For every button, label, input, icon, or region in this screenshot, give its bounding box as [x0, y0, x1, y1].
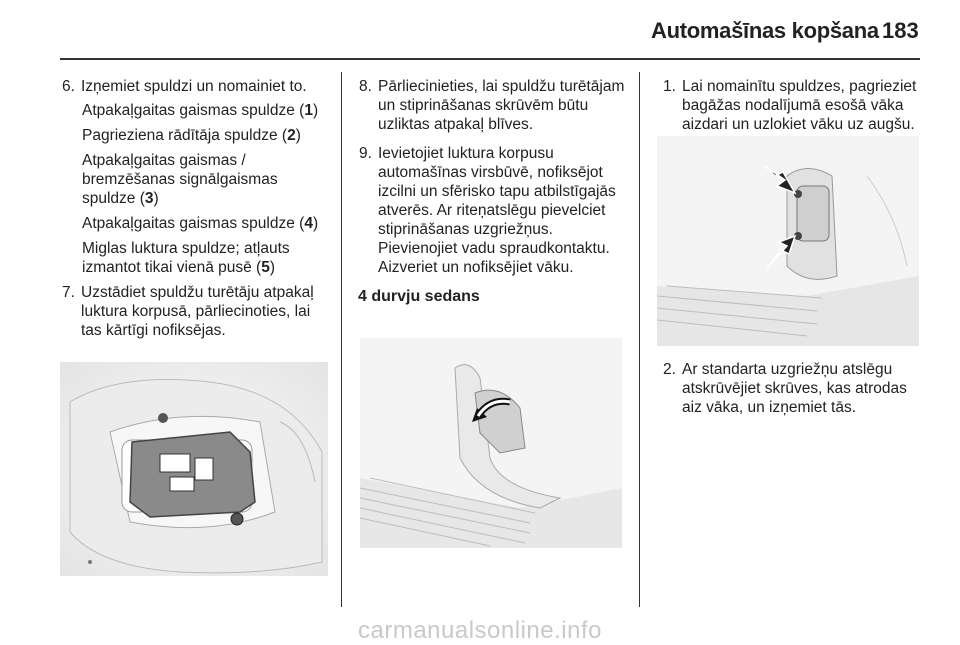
- page-header: [0, 0, 960, 60]
- bulb-ref: 4: [304, 215, 313, 232]
- step-8: [359, 77, 629, 134]
- bulb-3: Atpakaļgaitas gaismas / bremzēšanas signālgaismas spuldze (3): [82, 152, 278, 207]
- step-text: Ievietojiet luktura korpusu automašīnas virsbūvē, nofiksējot izcilni un sfērisko tapu atbilstīgajās atverēs. Ar riteņatslēgu pievelciet stiprināšanas uzgriežņus. Pievienojiet vadu spraudkontaktu. Aizveriet un nofiksējiet vāku.: [378, 145, 616, 276]
- step-text: Uzstādiet spuldžu turētāju atpakaļ luktura korpusā, pārliecinoties, lai tas kārtīgi nofiksējas.: [81, 284, 314, 339]
- bulb-label: Atpakaļgaitas gaismas spuldze: [82, 102, 295, 119]
- bulb-label: Atpakaļgaitas gaismas spuldze: [82, 215, 295, 232]
- section-heading: 4 durvju sedans: [358, 288, 480, 305]
- bulb-ref: 1: [304, 102, 313, 119]
- page-title: Automašīnas kopšana: [651, 18, 879, 43]
- trunk-cover-illustration: [360, 338, 622, 548]
- bulb-holder-photo: [60, 362, 328, 576]
- step-1: [663, 77, 923, 134]
- bulb-5: Miglas luktura spuldze; atļauts izmantot tikai vienā pusē (5): [82, 240, 290, 276]
- step-number: 8.: [359, 78, 372, 95]
- step-number: 7.: [62, 284, 75, 301]
- step-number: 9.: [359, 145, 372, 162]
- bulb-4: Atpakaļgaitas gaismas spuldze (4): [82, 215, 319, 232]
- step-9: [359, 144, 629, 277]
- trunk-cover-photo: [360, 338, 622, 548]
- column-3-lower: [663, 360, 923, 427]
- step-text: Izņemiet spuldzi un nomainiet to.: [81, 78, 307, 95]
- step-text: Ar standarta uzgriežņu atslēgu atskrūvējiet skrūves, kas atrodas aiz vāka, un izņemiet tās.: [682, 361, 907, 416]
- header-rule: [60, 58, 920, 60]
- step-6: [62, 77, 328, 96]
- cover-screws-photo: [657, 136, 919, 346]
- watermark: carmanualsonline.info: [358, 617, 602, 644]
- bulb-2: Pagrieziena rādītāja spuldze (2): [82, 127, 301, 144]
- bulb-ref: 2: [287, 127, 296, 144]
- bulb-label: Pagrieziena rādītāja spuldze: [82, 127, 278, 144]
- bulb-1: Atpakaļgaitas gaismas spuldze (1): [82, 102, 319, 119]
- step-number: 2.: [663, 361, 676, 378]
- bulb-label: Atpakaļgaitas gaismas / bremzēšanas signālgaismas spuldze: [82, 152, 278, 207]
- step-number: 6.: [62, 78, 75, 95]
- step-number: 1.: [663, 78, 676, 95]
- bulb-ref: 3: [144, 190, 154, 207]
- step-text: Pārliecinieties, lai spuldžu turētājam un stiprināšanas skrūvēm būtu uzliktas atpakaļ blīves.: [378, 78, 625, 133]
- column-1: [62, 77, 328, 350]
- cover-screws-illustration: [657, 136, 919, 346]
- bulb-holder-illustration: [60, 362, 328, 576]
- step-text: Lai nomainītu spuldzes, pagrieziet bagāžas nodalījumā esošā vāka aizdari un uzlokiet vāku uz augšu.: [682, 78, 917, 133]
- page-number: 183: [882, 18, 919, 43]
- column-3: [663, 77, 923, 144]
- bulb-label: Miglas luktura spuldze; atļauts izmantot tikai vienā pusē: [82, 240, 290, 276]
- column-divider-1: [341, 72, 342, 607]
- bulb-ref: 5: [261, 259, 270, 276]
- step-7: [62, 283, 328, 340]
- step-2: [663, 360, 923, 417]
- column-2: [359, 77, 629, 306]
- column-divider-2: [639, 72, 640, 607]
